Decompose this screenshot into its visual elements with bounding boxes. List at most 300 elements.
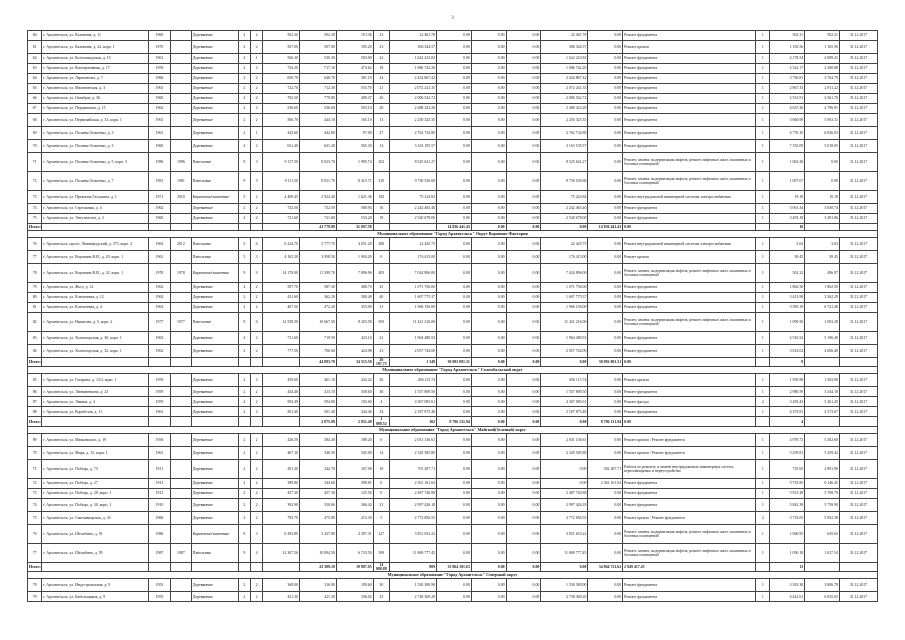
table-cell: 587.30: [300, 283, 337, 293]
table-cell: 30 092 001.31: [437, 358, 472, 367]
table-cell: 2 187 875.48: [541, 407, 588, 417]
table-cell: 12 558.50: [263, 313, 300, 332]
table-cell: Панельные: [191, 313, 238, 332]
table-cell: 38: [373, 387, 389, 397]
table-cell: 0.00: [437, 407, 472, 417]
table-row: [28, 407, 878, 417]
table-cell: Кирпичные/каменные: [191, 264, 238, 283]
table-cell: 14: [373, 140, 389, 153]
table-cell: 0.00: [437, 446, 472, 459]
table-cell: [171, 524, 191, 543]
table-cell: [171, 387, 191, 397]
table-cell: [171, 459, 191, 478]
table-cell: 0.00: [588, 498, 623, 511]
table-cell: [250, 224, 262, 231]
table-cell: 1 557 809.50: [541, 387, 588, 397]
table-cell: [171, 293, 191, 303]
table-cell: 2: [250, 94, 262, 104]
table-cell: 1910: [148, 498, 171, 511]
table-cell: 1: [756, 140, 770, 153]
table-cell: [263, 417, 300, 426]
table-cell: 5 708.79: [805, 488, 840, 498]
table-cell: 0.00: [471, 283, 506, 293]
table-cell: 5: [238, 251, 250, 264]
table-cell: [171, 478, 191, 488]
table-cell: г. Архангельск, ул. Кооперативная, д. 17: [42, 64, 148, 74]
table-cell: Ремонт, замена, модернизация лифтов, ремонт лифтовых шахт, машинных и блочных помещений: [623, 543, 756, 562]
table-cell: 0.00: [588, 251, 623, 264]
table-cell: 0.00: [437, 524, 472, 543]
table-cell: 0.00: [506, 332, 541, 345]
table-row: [28, 104, 878, 114]
table-cell: 2: [238, 374, 250, 387]
table-cell: 1962: [148, 283, 171, 293]
table-cell: 1: [756, 204, 770, 214]
table-cell: Ремонт кровли: [623, 41, 756, 54]
table-cell: 474.62: [336, 64, 373, 74]
table-cell: 2 520 678.00: [541, 214, 588, 224]
table-cell: Ремонт фундамента: [623, 498, 756, 511]
table-cell: 1986: [171, 153, 191, 172]
table-cell: 1: [756, 283, 770, 293]
table-cell: 1981: [171, 172, 191, 191]
table-cell: 1 027.54: [805, 543, 840, 562]
table-cell: 1 071 756.00: [541, 283, 588, 293]
total-row: [28, 224, 878, 231]
table-cell: [171, 446, 191, 459]
table-cell: 7 024 896.00: [390, 264, 437, 283]
table-cell: 2 487 740.88: [541, 488, 588, 498]
table-row: [28, 127, 878, 140]
table-cell: [250, 358, 262, 367]
table-cell: 2: [238, 74, 250, 84]
table-cell: 73: [28, 191, 42, 204]
table-cell: [171, 579, 191, 592]
table-cell: 11 299.70: [300, 264, 337, 283]
table-cell: 0.00: [506, 172, 541, 191]
table-cell: 0.00: [471, 562, 506, 571]
table-body: [28, 31, 878, 602]
table-cell: Итого:: [29, 224, 41, 229]
table-cell: 2: [250, 459, 262, 478]
table-cell: [42, 224, 148, 231]
table-cell: 4 367 085.61: [390, 397, 437, 407]
table-cell: 413.10: [300, 387, 337, 397]
table-cell: 79: [28, 592, 42, 602]
table-cell: 167.08: [336, 459, 373, 478]
table-cell: 0.00: [506, 140, 541, 153]
table-cell: 0.00: [437, 251, 472, 264]
table-cell: 0.00: [471, 332, 506, 345]
table-cell: 456 115.74: [390, 374, 437, 387]
table-cell: 1 003.28: [805, 313, 840, 332]
table-row: [28, 172, 878, 191]
table-cell: 86: [28, 387, 42, 397]
table-cell: 9 730 530.68: [390, 172, 437, 191]
table-cell: 580.93: [336, 204, 373, 214]
table-cell: 1: [756, 41, 770, 54]
table-cell: 5 196.40: [805, 332, 840, 345]
table-cell: 0.00: [437, 54, 472, 64]
table-cell: 735.65: [770, 459, 805, 478]
table-cell: 536.60: [263, 104, 300, 114]
table-cell: 646.70: [300, 74, 337, 84]
table-cell: Деревянные: [191, 283, 238, 293]
table-cell: 1 904.20: [336, 251, 373, 264]
table-cell: 1 050.18: [770, 543, 805, 562]
table-cell: 74: [28, 498, 42, 511]
table-cell: 2: [250, 283, 262, 293]
table-cell: 8 415.71: [336, 172, 373, 191]
table-cell: 30 092 001.31: [588, 358, 623, 367]
table-cell: 31.12.2017: [839, 140, 877, 153]
table-cell: [148, 358, 171, 367]
table-cell: 4 796.91: [805, 104, 840, 114]
section-title: Муниципальное образование "Город Архангельск" Соломбальский округ: [28, 367, 878, 374]
table-cell: 13: [770, 562, 805, 571]
table-cell: 0.00: [437, 579, 472, 592]
table-cell: 0.00: [588, 303, 623, 313]
table-cell: 1961: [148, 446, 171, 459]
table-cell: 26: [373, 94, 389, 104]
table-cell: 2: [250, 397, 262, 407]
table-cell: 3 061.34: [770, 204, 805, 214]
table-cell: 39.45: [770, 251, 805, 264]
table-cell: 2: [238, 41, 250, 54]
table-cell: 1953: [148, 579, 171, 592]
table-cell: 0.00: [588, 293, 623, 303]
table-cell: 0.00: [588, 387, 623, 397]
table-cell: г. Архангельск, ул. Першинская, д. 15: [42, 104, 148, 114]
table-cell: 5 777.70: [300, 238, 337, 251]
table-cell: 502.30: [300, 31, 337, 41]
table-cell: 2: [238, 345, 250, 358]
table-cell: 2 051.49: [336, 417, 373, 426]
table-cell: 0: [373, 251, 389, 264]
table-cell: 81: [28, 303, 42, 313]
table-cell: 1 349: [390, 358, 437, 367]
table-cell: 0.00: [437, 214, 472, 224]
table-cell: [238, 224, 250, 231]
table-cell: Ремонт фундамента: [623, 204, 756, 214]
table-cell: 40: [373, 293, 389, 303]
table-cell: 2 072 241.35: [390, 84, 437, 94]
table-cell: 0.00: [588, 238, 623, 251]
table-cell: 1: [756, 374, 770, 387]
table-cell: 1: [756, 84, 770, 94]
table-cell: 31.12.2017: [839, 251, 877, 264]
table-cell: 31.12.2017: [839, 374, 877, 387]
table-cell: 69: [28, 127, 42, 140]
table-row: [28, 387, 878, 397]
table-cell: 33 864 101.63: [437, 562, 472, 571]
table-cell: 0.00: [506, 524, 541, 543]
table-cell: Ремонт фундамента: [623, 332, 756, 345]
table-cell: 0.00: [437, 488, 472, 498]
table-cell: 717.10: [300, 64, 337, 74]
table-cell: 421.30: [300, 592, 337, 602]
table-row: [28, 543, 878, 562]
table-cell: 0.00: [506, 397, 541, 407]
table-cell: 4: [373, 397, 389, 407]
table-row: [28, 293, 878, 303]
table-cell: 712.30: [300, 84, 337, 94]
table-cell: 0.00: [506, 543, 541, 562]
table-cell: 650.70: [263, 74, 300, 84]
table-cell: 0.00: [588, 54, 623, 64]
table-cell: 8 203.50: [336, 313, 373, 332]
table-cell: 722.70: [263, 84, 300, 94]
table-cell: [171, 358, 191, 367]
table-cell: 2 488 323.28: [390, 104, 437, 114]
table-cell: 182: [373, 191, 389, 204]
table-cell: 3 163 195.57: [390, 140, 437, 153]
table-cell: 97.00: [336, 127, 373, 140]
table-cell: 594.80: [300, 397, 337, 407]
section-title: Муниципальное образование "Город Архангельск" Округ Варавино-Фактория: [28, 231, 878, 238]
table-row: [28, 488, 878, 498]
table-cell: 2 432 867.42: [390, 74, 437, 84]
table-cell: 1: [756, 407, 770, 417]
table-cell: 13: [373, 114, 389, 127]
table-cell: 5 259.81: [770, 446, 805, 459]
table-cell: 0.00: [541, 358, 588, 367]
table-cell: 0.00: [588, 41, 623, 54]
table-cell: 3 851 653.22: [390, 524, 437, 543]
table-cell: 1987: [148, 543, 171, 562]
table-cell: 0.00: [471, 224, 506, 231]
table-cell: 1962: [148, 293, 171, 303]
table-cell: 0.00: [506, 224, 541, 231]
table-cell: 31.12.2017: [839, 191, 877, 204]
table-cell: Ремонт фундамента: [623, 592, 756, 602]
table-cell: г. Архангельск, ул. Котлозаводская, д. 15: [42, 54, 148, 64]
table-cell: 2 911.22: [805, 84, 840, 94]
table-cell: 0.00: [471, 214, 506, 224]
table-cell: Ремонт кровли: [623, 374, 756, 387]
table-row: [28, 446, 878, 459]
table-cell: 6 035.65: [805, 592, 840, 602]
table-cell: 565.30: [336, 140, 373, 153]
table-cell: Ремонт фундамента: [623, 488, 756, 498]
table-cell: 1: [756, 446, 770, 459]
table-cell: 9: [238, 264, 250, 283]
table-cell: 0.00: [506, 293, 541, 303]
table-cell: Ремонт фундамента: [623, 387, 756, 397]
table-cell: 3 344.19: [805, 387, 840, 397]
table-cell: 34 864 721.62: [588, 562, 623, 571]
table-cell: Ремонт фундамента: [623, 214, 756, 224]
table-cell: [171, 94, 191, 104]
table-cell: 0.00: [471, 459, 506, 478]
table-row: [28, 498, 878, 511]
table-cell: г. Архангельск, ул. Лермонтова, д. 7: [42, 74, 148, 84]
table-cell: 102: [390, 417, 437, 426]
table-row: [28, 204, 878, 214]
table-cell: 31.12.2017: [839, 313, 877, 332]
table-cell: 2 300.88: [805, 64, 840, 74]
table-cell: 0.00: [471, 407, 506, 417]
table-cell: 0.00: [506, 498, 541, 511]
table-cell: Ремонт, замена, модернизация лифтов, ремонт лифтовых шахт, машинных и блочных помещений: [623, 264, 756, 283]
table-cell: 2 561.70: [805, 94, 840, 104]
table-cell: 125.50: [336, 488, 373, 498]
table-cell: 0: [373, 488, 389, 498]
table-cell: 1986: [148, 153, 171, 172]
table-cell: 2: [250, 214, 262, 224]
table-cell: 336.02: [336, 592, 373, 602]
table-cell: [171, 417, 191, 426]
table-cell: 779.80: [300, 94, 337, 104]
table-cell: 384.40: [300, 433, 337, 446]
table-cell: Ремонт фундамента: [623, 104, 756, 114]
table-cell: 0.00: [471, 84, 506, 94]
table-cell: 0.00: [541, 478, 588, 488]
table-cell: 0.00: [588, 214, 623, 224]
table-cell: 9: [238, 172, 250, 191]
table-cell: 1959: [148, 387, 171, 397]
table-cell: 1 088.52: [373, 417, 389, 426]
table-cell: 24: [373, 74, 389, 84]
table-cell: 2: [238, 283, 250, 293]
table-cell: 475.80: [300, 511, 337, 524]
table-cell: 88: [28, 407, 42, 417]
table-row: [28, 283, 878, 293]
table-cell: 3 958.50: [300, 251, 337, 264]
table-cell: 0.00: [471, 264, 506, 283]
table-cell: [148, 224, 171, 231]
table-cell: 2: [250, 84, 262, 94]
table-cell: Кирпичные/каменные: [191, 524, 238, 543]
table-cell: [171, 214, 191, 224]
table-cell: Ремонт кровли / Ремонт фундамента: [623, 433, 756, 446]
table-cell: 3 583.19: [770, 303, 805, 313]
table-cell: 1955: [148, 592, 171, 602]
table-cell: 0.00: [506, 478, 541, 488]
table-cell: 10 894.50: [300, 543, 337, 562]
table-cell: 22 445.75: [541, 238, 588, 251]
table-cell: 2 242 465.40: [390, 204, 437, 214]
table-cell: 70: [28, 140, 42, 153]
table-cell: 67: [28, 104, 42, 114]
table-cell: 0.00: [471, 64, 506, 74]
table-cell: 31.12.2017: [839, 459, 877, 478]
table-cell: г. Архангельск, ул. Калинина, д. 11: [42, 31, 148, 41]
table-cell: 0.00: [471, 303, 506, 313]
table-cell: г. Архангельск, ул. Корабелов, д. 11: [42, 407, 148, 417]
table-cell: [171, 74, 191, 84]
table-cell: [171, 332, 191, 345]
table-cell: 358.60: [336, 387, 373, 397]
table-cell: [171, 562, 191, 571]
table-cell: 2: [250, 345, 262, 358]
table-cell: 1 985.74: [336, 153, 373, 172]
table-cell: 0.00: [437, 140, 472, 153]
table-cell: 75 224.84: [541, 191, 588, 204]
table-cell: 0.00: [471, 127, 506, 140]
table-cell: 306 344.57: [390, 41, 437, 54]
table-cell: 1961: [148, 127, 171, 140]
table-cell: Деревянные: [191, 94, 238, 104]
table-cell: г. Архангельск, ул. Прокопия Галушина, д. 1: [42, 191, 148, 204]
table-cell: 6 224.70: [263, 238, 300, 251]
table-cell: 5 759.90: [805, 498, 840, 511]
table-cell: 0.00: [588, 64, 623, 74]
table-cell: Деревянные: [191, 478, 238, 488]
table-cell: 2 867.33: [770, 84, 805, 94]
table-cell: 7 024 896.00: [541, 264, 588, 283]
table-cell: [756, 224, 770, 231]
table-cell: Ремонт, замена, модернизация лифтов, ремонт лифтовых шахт, машинных и блочных помещений: [623, 313, 756, 332]
table-cell: 300.40: [336, 293, 373, 303]
table-cell: г. Архангельск, ул. Победы, д. 30, корп. 1: [42, 498, 148, 511]
table-cell: 31.12.2017: [839, 94, 877, 104]
table-cell: [171, 54, 191, 64]
table-cell: 0.00: [506, 407, 541, 417]
table-cell: 2: [250, 374, 262, 387]
table-cell: 68: [28, 114, 42, 127]
table-cell: 65: [28, 84, 42, 94]
table-cell: 0.00: [506, 54, 541, 64]
table-cell: 0.00: [437, 153, 472, 172]
table-cell: Ремонт фундамента: [623, 74, 756, 84]
table-cell: 0.00: [506, 417, 541, 426]
table-cell: 0.00: [541, 417, 588, 426]
table-cell: 0.00: [471, 238, 506, 251]
table-cell: 242.70: [300, 459, 337, 478]
table-cell: г. Архангельск, ул. Сыктывкарская, д. 43: [42, 511, 148, 524]
table-cell: [171, 303, 191, 313]
table-cell: 0.00: [506, 94, 541, 104]
table-cell: Ремонт фундамента: [623, 127, 756, 140]
table-cell: 536.60: [300, 104, 337, 114]
table-cell: 809: [390, 562, 437, 571]
table-cell: г. Архангельск, ул. Полины Осипенко, д. 5, корп. 3: [42, 153, 148, 172]
table-cell: 22 461.78: [390, 31, 437, 41]
table-cell: 0.00: [437, 433, 472, 446]
table-cell: 2: [250, 64, 262, 74]
table-cell: Ремонт фундамента: [623, 54, 756, 64]
table-cell: 2 762 734.80: [541, 127, 588, 140]
section-title: Муниципальное образование "Город Архангельск" Майский(Зеленый) округ: [28, 426, 878, 433]
table-cell: 1: [756, 104, 770, 114]
table-cell: 26: [373, 374, 389, 387]
table-cell: 1962: [148, 345, 171, 358]
table-cell: 0.00: [471, 41, 506, 54]
table-cell: 1960: [148, 214, 171, 224]
table-cell: г. Архангельск, ул. Воронина В.И., д. 29, корп. 1: [42, 251, 148, 264]
table-cell: 31 097.58: [336, 224, 373, 231]
table-cell: г. Архангельск, ул. Кабельщиков, д. 9: [42, 592, 148, 602]
table-cell: 31.12.2017: [839, 511, 877, 524]
table-cell: 2: [250, 114, 262, 127]
table-cell: [805, 562, 840, 571]
table-cell: 426.50: [263, 433, 300, 446]
table-cell: 4: [770, 417, 805, 426]
table-cell: 10: [770, 224, 805, 231]
table-cell: 31.12.2017: [839, 332, 877, 345]
table-row: [28, 511, 878, 524]
table-cell: 4 367 085.61: [541, 397, 588, 407]
table-cell: 0.00: [471, 54, 506, 64]
table-cell: 302 287.71: [588, 459, 623, 478]
table-cell: г. Архангельск, ул. Гагарина, д. 13/2, корп. 1: [42, 374, 148, 387]
table-cell: 2 006 542.72: [541, 94, 588, 104]
table-cell: 31.12.2017: [839, 446, 877, 459]
table-cell: Панельные: [191, 251, 238, 264]
table-cell: 0.00: [588, 31, 623, 41]
table-cell: 631.40: [263, 140, 300, 153]
